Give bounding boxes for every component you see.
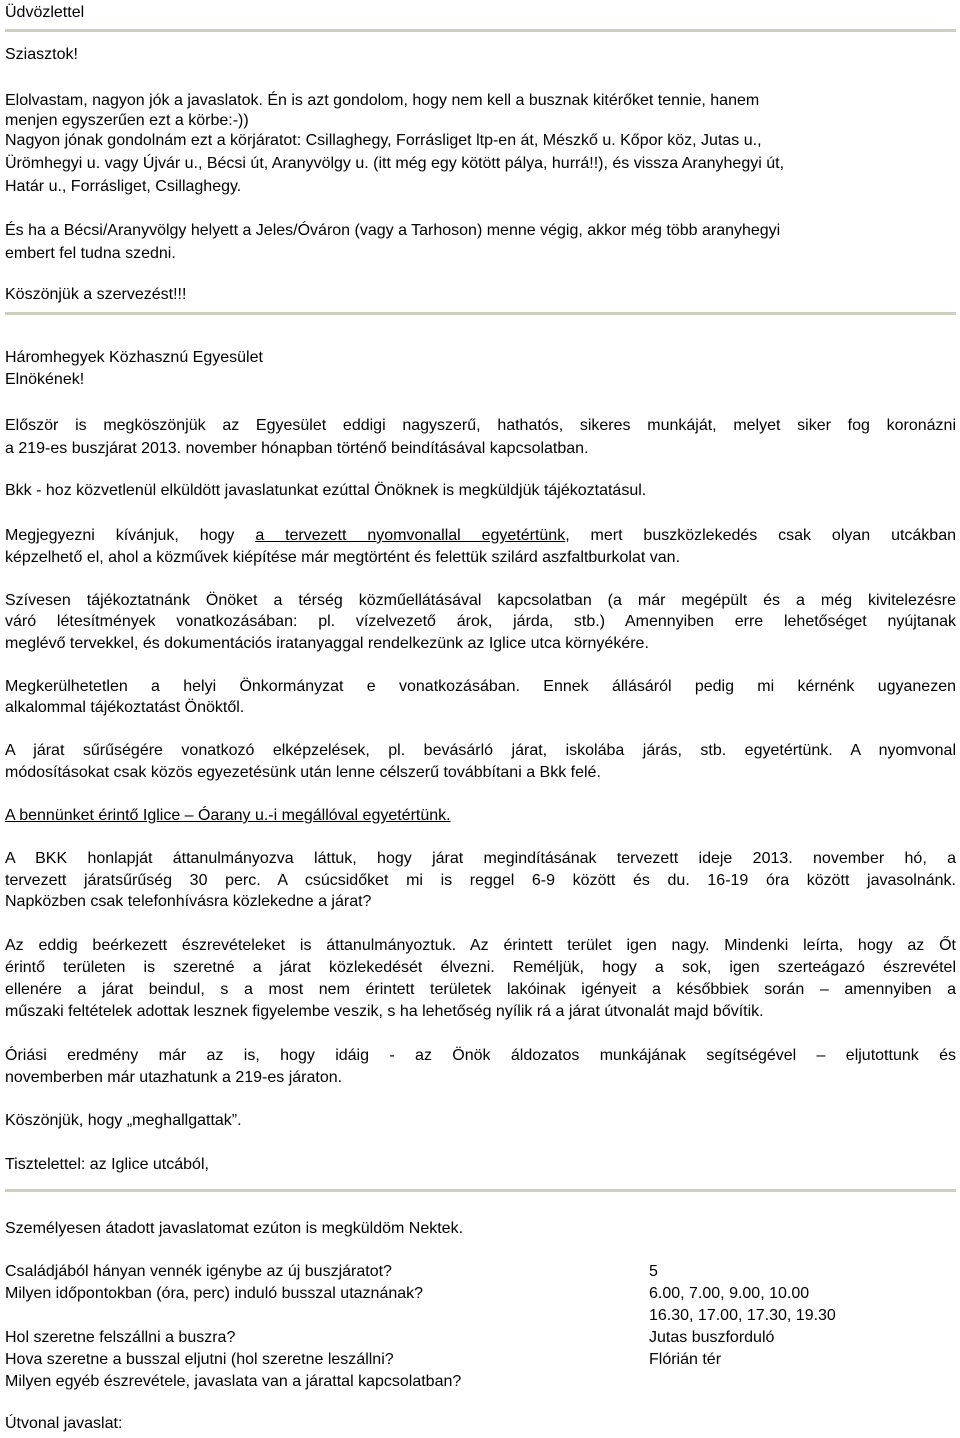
letter-p8-line: tervezett járatsűrűség 30 perc. A csúcsidőket mi is reggel 6-9 között és du. 16-19 óra között javasolnánk.: [5, 872, 956, 889]
question: Milyen időpontokban (óra, perc) induló busszal utaznának?: [5, 1285, 424, 1302]
email1-line: menjen egyszerűen ezt a körbe:-)): [5, 112, 249, 129]
letter-p3-line: [5, 526, 956, 546]
email1-line: Határ u., Forrásliget, Csillaghegy.: [5, 178, 242, 195]
letter-p3-underlined: a tervezett nyomvonallal egyetértünk: [255, 527, 566, 544]
letter-p10-line: Óriási eredmény már az is, hogy idáig - az Önök áldozatos munkájának segítségével – eljutottunk és: [5, 1047, 956, 1064]
route-label: Útvonal javaslat:: [5, 1415, 123, 1432]
answer: Flórián tér: [649, 1351, 722, 1368]
letter-p6-line: módosításokat csak közös egyezetésünk után lenne célszerű továbbítani a Bkk felé.: [5, 764, 601, 781]
email2-intro: Személyesen átadott javaslatomat ezúton is megküldöm Nektek.: [5, 1220, 464, 1237]
letter-p3-suffix: , mert buszközlekedés csak olyan utcákban: [565, 527, 956, 544]
letter-p9-line: érintő területen is szeretné a járat közlekedését élvezni. Reméljük, hogy a sok, igen szerteágazó észrevétel: [5, 959, 956, 976]
answer: Jutas buszforduló: [649, 1329, 775, 1346]
letter-p2: Bkk - hoz közvetlenül elküldött javaslatunkat ezúttal Önöknek is megküldjük tájékoztatásul.: [5, 482, 647, 499]
letter-p6-line: A járat sűrűségére vonatkozó elképzelések, pl. bevásárló járat, iskolába járás, stb. egyetértünk. A nyomvonal: [5, 742, 956, 759]
letter-p8-line: A BKK honlapját áttanulmányozva láttuk, hogy járat megindításának tervezett ideje 2013. november hó, a: [5, 850, 956, 867]
question: Hova szeretne a busszal eljutni (hol szeretne leszállni?: [5, 1351, 394, 1368]
email1-line: Nagyon jónak gondolnám ezt a körjáratot: Csillaghegy, Forrásliget ltp-en át, Mészkő u. Kőpor köz, Jutas u.,: [5, 132, 762, 149]
question: Milyen egyéb észrevétele, javaslata van a járattal kapcsolatban?: [5, 1373, 462, 1390]
letter-org: Háromhegyek Közhasznú Egyesület: [5, 349, 263, 366]
email1-line: Elolvastam, nagyon jók a javaslatok. Én is azt gondolom, hogy nem kell a busznak kitérőket tennie, hanem: [5, 92, 760, 109]
email1-para2-line: embert fel tudna szedni.: [5, 245, 176, 262]
separator: [5, 312, 956, 315]
letter-p9-line: ellenére a járat beindul, s a most nem érintett területek lakóinak igényeit a későbbiek során – amennyiben a: [5, 981, 956, 998]
letter-p7: [5, 806, 451, 826]
separator: [5, 1189, 956, 1192]
separator: [5, 29, 956, 32]
letter-p11: Köszönjük, hogy „meghallgattak”.: [5, 1112, 242, 1129]
answer: 16.30, 17.00, 17.30, 19.30: [649, 1307, 836, 1324]
letter-addressee: Elnökének!: [5, 371, 85, 388]
letter-p9-line: műszaki feltételek adottak lesznek figyelembe veszik, s ha lehetőség nyílik rá a járat útvonalát majd bővítik.: [5, 1003, 764, 1020]
letter-p7-text: A bennünket érintő Iglice – Óarany u.-i megállóval egyetértünk.: [5, 807, 451, 824]
letter-p10-line: novemberben már utazhatunk a 219-es járaton.: [5, 1069, 343, 1086]
letter-p4-line: Szívesen tájékoztatnánk Önöket a térség közműellátásával kapcsolatban (a már megépült és a még kivitelezésre: [5, 592, 956, 609]
question: Hol szeretne felszállni a buszra?: [5, 1329, 236, 1346]
answer: 6.00, 7.00, 9.00, 10.00: [649, 1285, 810, 1302]
email1-para2-line: És ha a Bécsi/Aranyvölgy helyett a Jeles/Óváron (vagy a Tarhoson) menne végig, akkor még több aranyhegyi: [5, 222, 781, 239]
email1-line: Ürömhegyi u. vagy Újvár u., Bécsi út, Aranyvölgy u. (itt még egy kötött pálya, hurrá!!), és vissza Aranyhegyi út,: [5, 155, 785, 172]
letter-p3-prefix: Megjegyezni kívánjuk, hogy: [5, 527, 256, 544]
letter-p8-line: Napközben csak telefonhívásra közlekedne a járat?: [5, 893, 372, 910]
letter-p5-line: Megkerülhetetlen a helyi Önkormányzat e vonatkozásában. Ennek állásáról pedig mi kérnénk ugyanezen: [5, 678, 956, 695]
letter-p4-line: váró létesítmények vonatkozásában: pl. vízelvezető árok, járda, stb.) Amennyiben erre lehetőséget nyújtanak: [5, 613, 956, 630]
letter-p3-line2: képzelhető el, ahol a közművek kiépítése már megtörtént és felettük szilárd aszfaltburkolat van.: [5, 549, 681, 566]
question: Családjából hányan vennék igénybe az új buszjáratot?: [5, 1263, 392, 1280]
letter-p4-line: meglévő tervekkel, és dokumentációs iratanyaggal rendelkezünk az Iglice utca környékére.: [5, 635, 649, 652]
email1-thanks: Köszönjük a szervezést!!!: [5, 286, 187, 303]
letter-p5-line: alkalommal tájékoztatást Önöktől.: [5, 699, 245, 716]
answer: 5: [649, 1263, 658, 1280]
email1-greeting: Sziasztok!: [5, 46, 78, 63]
letter-p1-line: a 219-es buszjárat 2013. november hónapban történő beindításával kapcsolatban.: [5, 440, 589, 457]
letter-closing: Tisztelettel: az Iglice utcából,: [5, 1156, 209, 1173]
letter-p9-line: Az eddig beérkezett észrevételeket is áttanulmányoztuk. Az érintett terület igen nagy. Mindenki leírta, hogy az Őt: [5, 937, 956, 954]
letter-p1-line: Először is megköszönjük az Egyesület eddigi nagyszerű, hathatós, sikeres munkáját, melyet siker fog koronázni: [5, 417, 956, 434]
header-title: Üdvözlettel: [5, 4, 85, 21]
